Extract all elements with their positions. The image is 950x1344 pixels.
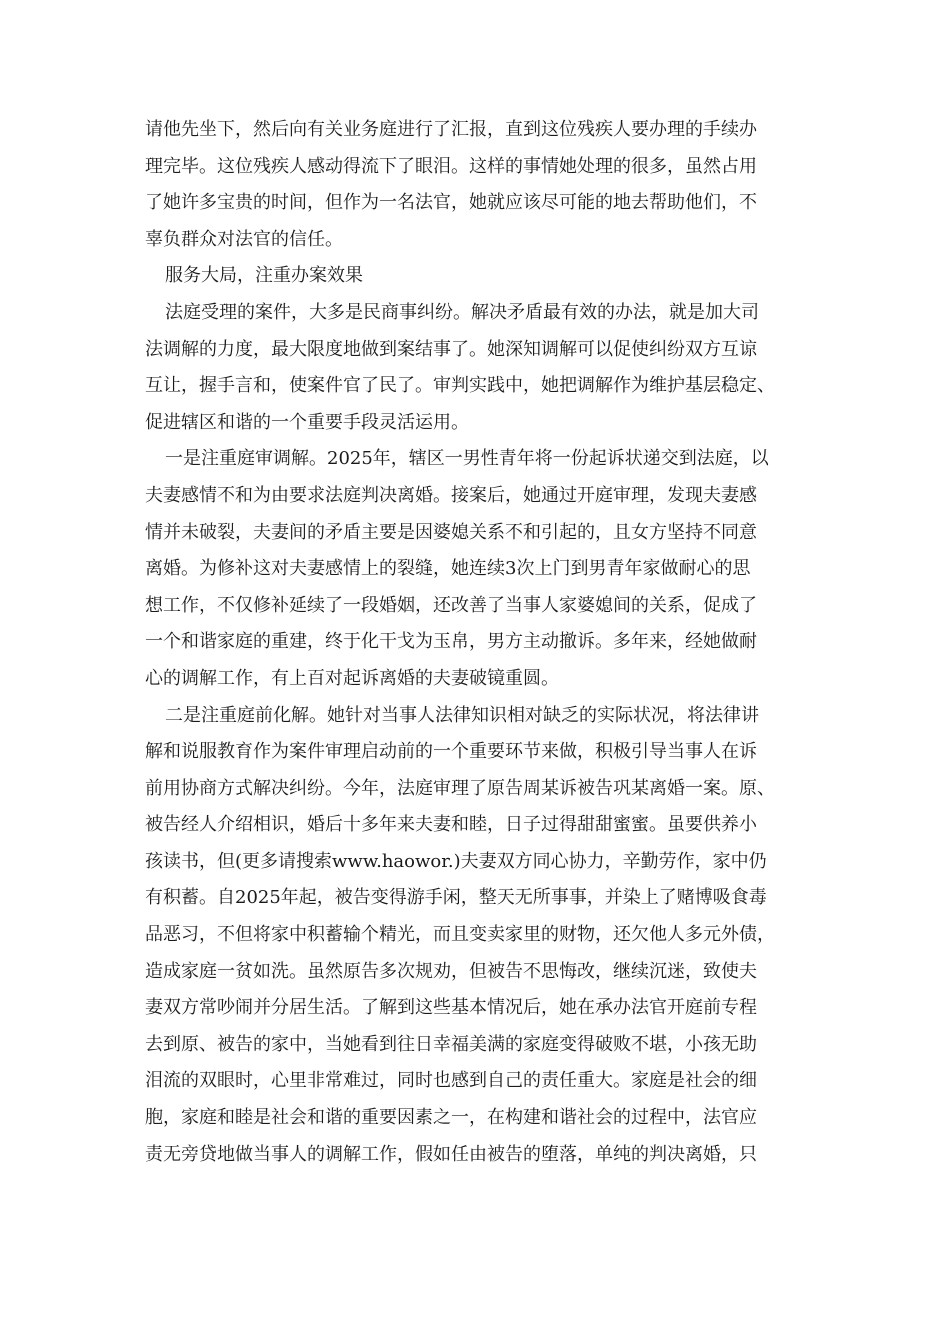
- text-line: 心的调解工作，有上百对起诉离婚的夫妻破镜重圆。: [145, 667, 559, 689]
- text-line: 离婚。为修补这对夫妻感情上的裂缝，她连续3次上门到男青年家做耐心的思: [145, 558, 751, 580]
- text-line: 泪流的双眼时，心里非常难过，同时也感到自己的责任重大。家庭是社会的细: [145, 1070, 757, 1092]
- text-line: 互让，握手言和，使案件官了民了。审判实践中，她把调解作为维护基层稳定、: [145, 375, 775, 397]
- text-line: 二是注重庭前化解。她针对当事人法律知识相对缺乏的实际状况，将法律讲: [165, 704, 759, 726]
- text-line: 妻双方常吵闹并分居生活。了解到这些基本情况后，她在承办法官开庭前专程: [145, 997, 757, 1019]
- text-line: 辜负群众对法官的信任。: [145, 228, 343, 250]
- text-line: 法调解的力度，最大限度地做到案结事了。她深知调解可以促使纠纷双方互谅: [145, 338, 757, 360]
- text-line: 促进辖区和谐的一个重要手段灵活运用。: [145, 411, 469, 433]
- text-line: 请他先坐下，然后向有关业务庭进行了汇报，直到这位残疾人要办理的手续办: [145, 119, 757, 140]
- text-line: 前用协商方式解决纠纷。今年，法庭审理了原告周某诉被告巩某离婚一案。原、: [145, 777, 775, 799]
- text-line: 去到原、被告的家中，当她看到往日幸福美满的家庭变得破败不堪，小孩无助: [145, 1033, 757, 1055]
- text-line: 了她许多宝贵的时间，但作为一名法官，她就应该尽可能的地去帮助他们，不: [145, 192, 757, 214]
- text-line: 一个和谐家庭的重建，终于化干戈为玉帛，男方主动撤诉。多年来，经她做耐: [145, 631, 757, 653]
- text-line: 解和说服教育作为案件审理启动前的一个重要环节来做，积极引导当事人在诉: [145, 741, 757, 763]
- text-line: 品恶习，不但将家中积蓄输个精光，而且变卖家里的财物，还欠他人多元外债，: [145, 924, 775, 946]
- body-text: [145, 112, 805, 1173]
- text-line: 想工作，不仅修补延续了一段婚姻，还改善了当事人家婆媳间的关系，促成了: [145, 594, 757, 616]
- text-line: 造成家庭一贫如洗。虽然原告多次规劝，但被告不思悔改，继续沉迷，致使夫: [145, 960, 757, 982]
- text-line: 法庭受理的案件，大多是民商事纠纷。解决矛盾最有效的办法，就是加大司: [165, 301, 759, 323]
- text-line: 理完毕。这位残疾人感动得流下了眼泪。这样的事情她处理的很多，虽然占用: [145, 155, 757, 177]
- text-line: 情并未破裂，夫妻间的矛盾主要是因婆媳关系不和引起的，且女方坚持不同意: [145, 521, 757, 543]
- text-line: 有积蓄。自2025年起，被告变得游手闲，整天无所事事，并染上了赌博吸食毒: [145, 887, 767, 909]
- text-line: 夫妻感情不和为由要求法庭判决离婚。接案后，她通过开庭审理，发现夫妻感: [145, 484, 757, 506]
- text-line: 一是注重庭审调解。2025年，辖区一男性青年将一份起诉状递交到法庭，以: [165, 448, 769, 470]
- text-line: 服务大局，注重办案效果: [165, 265, 363, 287]
- text-line: 责无旁贷地做当事人的调解工作，假如任由被告的堕落，单纯的判决离婚，只: [145, 1143, 757, 1165]
- text-line: 胞，家庭和睦是社会和谐的重要因素之一，在构建和谐社会的过程中，法官应: [145, 1107, 757, 1129]
- text-line: 被告经人介绍相识，婚后十多年来夫妻和睦，日子过得甜甜蜜蜜。虽要供养小: [145, 814, 757, 836]
- text-line: 孩读书，但(更多请搜索www.haowor.)夫妻双方同心协力，辛勤劳作，家中仍: [145, 850, 767, 872]
